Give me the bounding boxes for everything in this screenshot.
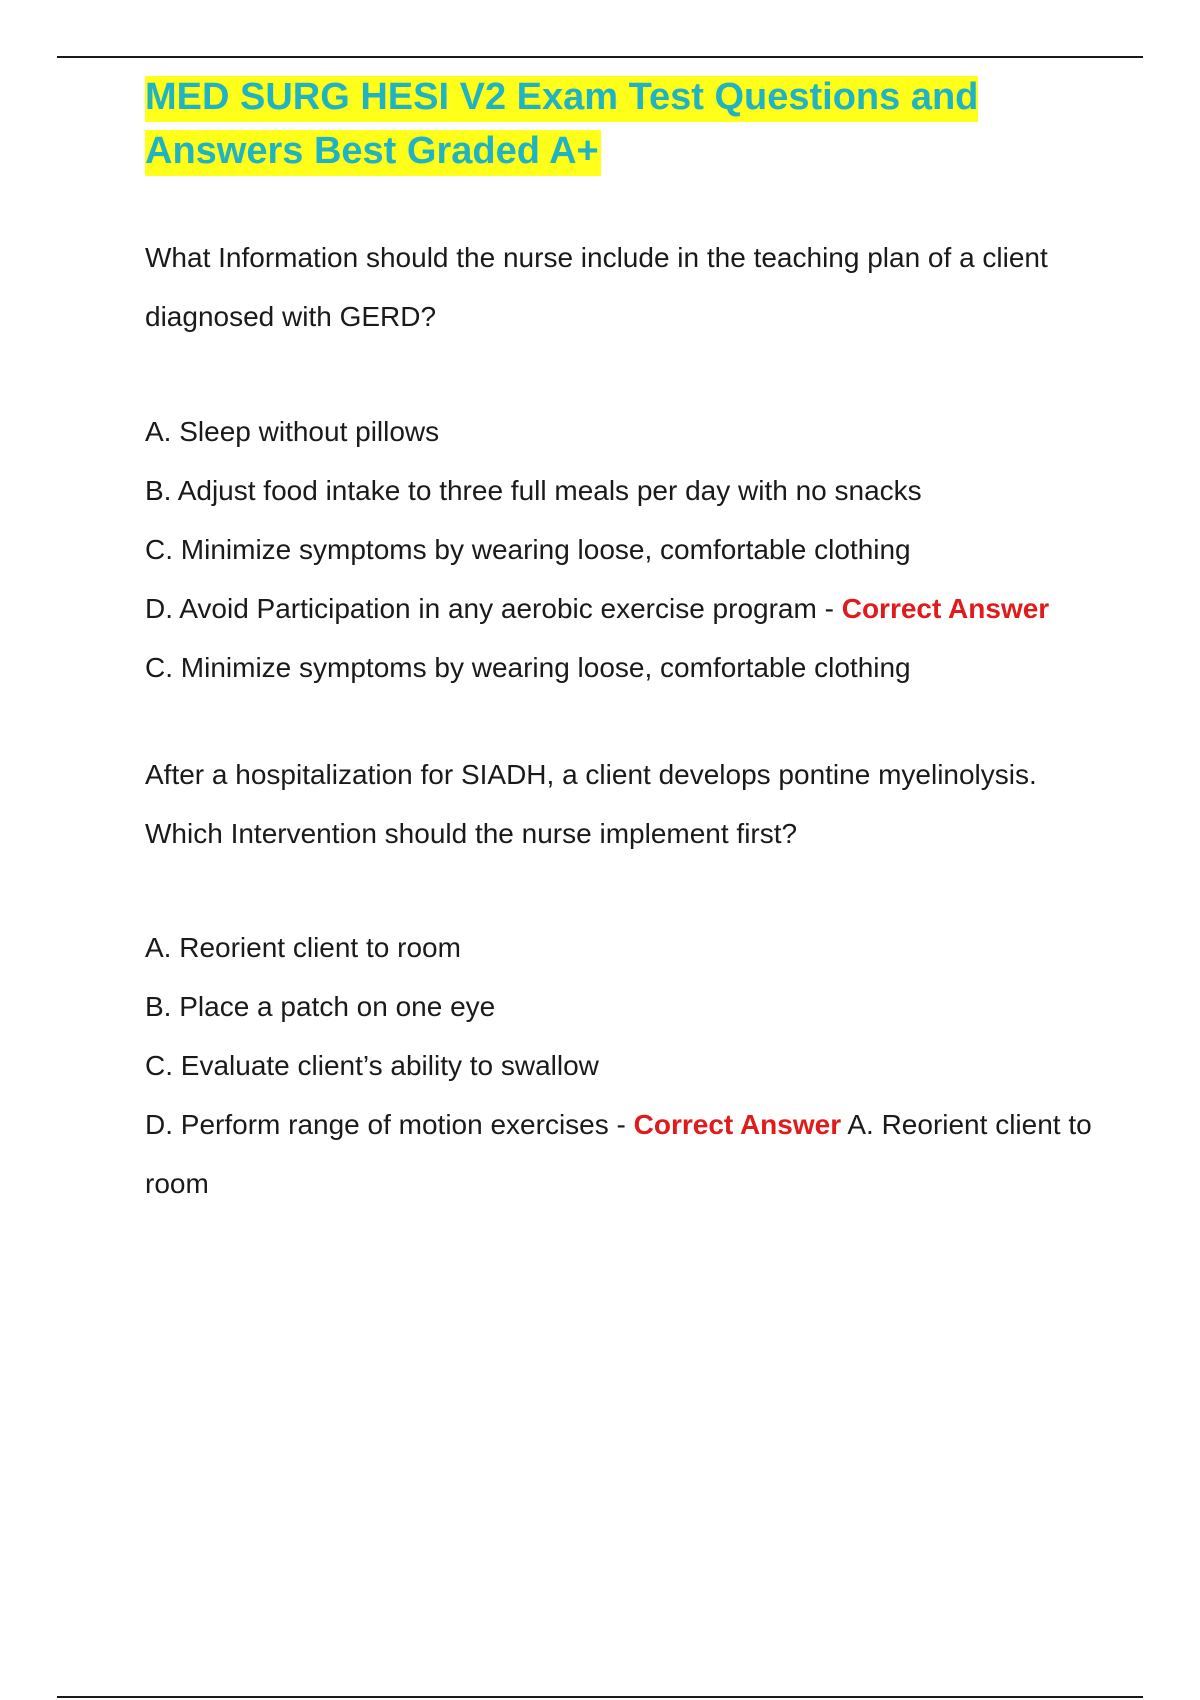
top-rule: [57, 56, 1143, 58]
question-2-answer: A. Reorient client to room: [145, 1109, 1092, 1199]
bottom-rule: [57, 1696, 1143, 1698]
question-2-text: After a hospitalization for SIADH, a client develops pontine myelinolysis. Which Intervention should the nurse implement first?: [145, 759, 1037, 849]
question-1-option-b: B. Adjust food intake to three full meals per day with no snacks: [145, 475, 922, 506]
question-2-option-d: [145, 1095, 1095, 1213]
question-1-text: What Information should the nurse include in the teaching plan of a client diagnosed with GERD?: [145, 242, 1048, 332]
question-1-options: [145, 402, 1095, 697]
document-title: [145, 70, 1095, 178]
question-1-correct-label: Correct Answer: [841, 593, 1050, 624]
question-2-option-d-text: D. Perform range of motion exercises -: [145, 1109, 634, 1140]
question-2-correct-label: Correct Answer: [633, 1109, 842, 1140]
question-1-option-a: A. Sleep without pillows: [145, 416, 440, 447]
title-highlight: MED SURG HESI V2 Exam Test Questions and Answers Best Graded A+: [145, 76, 978, 176]
document-page: [145, 70, 1095, 1213]
question-1-option-c: C. Minimize symptoms by wearing loose, comfortable clothing: [145, 534, 911, 565]
question-2-option-c: C. Evaluate client’s ability to swallow: [145, 1050, 599, 1081]
question-1-option-d-text: D. Avoid Participation in any aerobic exercise program -: [145, 593, 842, 624]
question-2-option-a: A. Reorient client to room: [145, 932, 461, 963]
question-2-option-b: B. Place a patch on one eye: [145, 991, 496, 1022]
question-1-answer: C. Minimize symptoms by wearing loose, comfortable clothing: [145, 652, 911, 683]
question-2-options: [145, 918, 1095, 1213]
question-1-option-d: [145, 579, 1095, 638]
